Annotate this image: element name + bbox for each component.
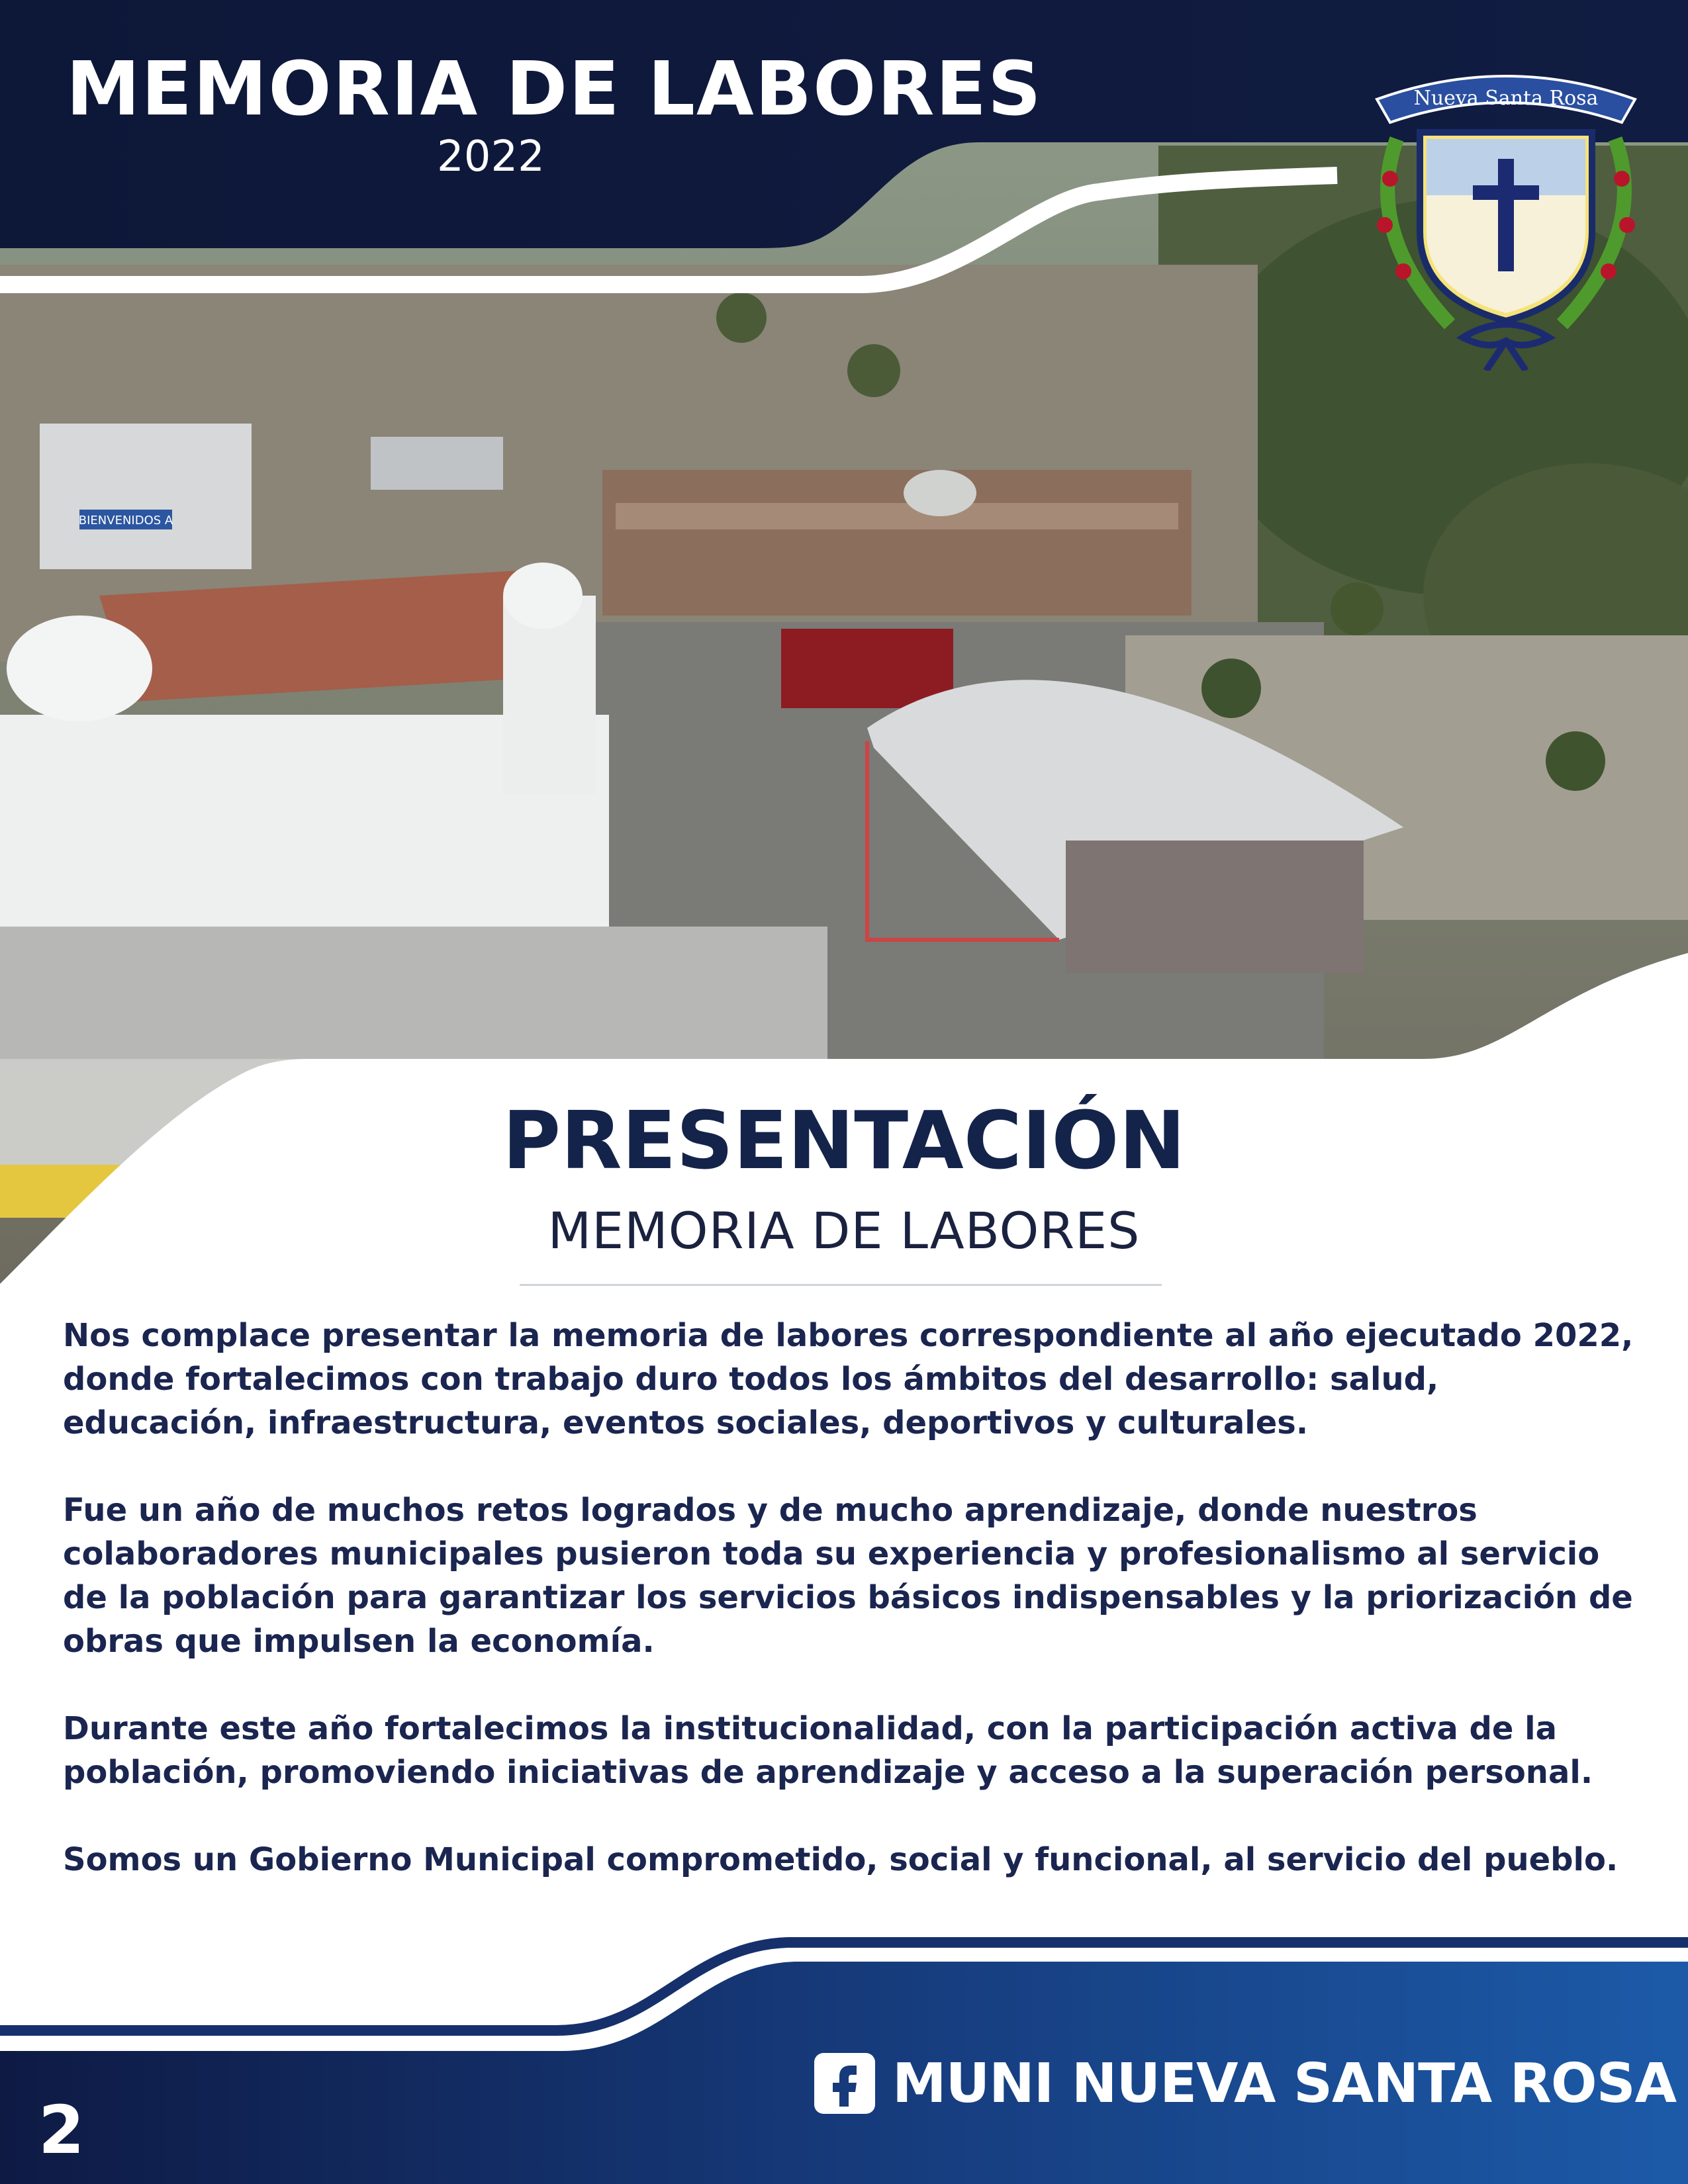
body-paragraph: Fue un año de muchos retos logrados y de mucho aprendizaje, donde nuestros colaboradores municipales pusieron toda su experiencia y profesionalismo al servicio de la población para garantizar los servicios básicos indispensables y la priorización de obras que impulsen la economía.: [63, 1492, 1633, 1660]
header-year: 2022: [437, 132, 545, 181]
facebook-page-link[interactable]: [814, 2050, 1676, 2116]
presentation-subtitle: MEMORIA DE LABORES: [547, 1201, 1141, 1260]
welcome-sign-text: BIENVENIDOS A: [78, 514, 173, 527]
body-paragraph: Durante este año fortalecimos la institucionalidad, con la participación activa de la población, promoviendo iniciativas de aprendizaje y acceso a la superación personal.: [63, 1710, 1593, 1791]
presentation-title: PRESENTACIÓN: [502, 1095, 1186, 1187]
body-paragraph: Nos complace presentar la memoria de labores correspondiente al año ejecutado 2022, donde fortalecimos con trabajo duro todos los ámbitos del desarrollo: salud, educación, infraestructura, eventos sociales, deportivos y culturales.: [63, 1317, 1634, 1441]
crest-banner-text: Nueva Santa Rosa: [1413, 87, 1599, 110]
facebook-page-name: MUNI NUEVA SANTA ROSA: [892, 2052, 1677, 2115]
header-title: MEMORIA DE LABORES: [66, 46, 1043, 132]
facebook-icon: [814, 2053, 875, 2114]
body-paragraph: Somos un Gobierno Municipal comprometido, social y funcional, al servicio del pueblo.: [63, 1841, 1618, 1878]
page-number: 2: [38, 2091, 85, 2169]
